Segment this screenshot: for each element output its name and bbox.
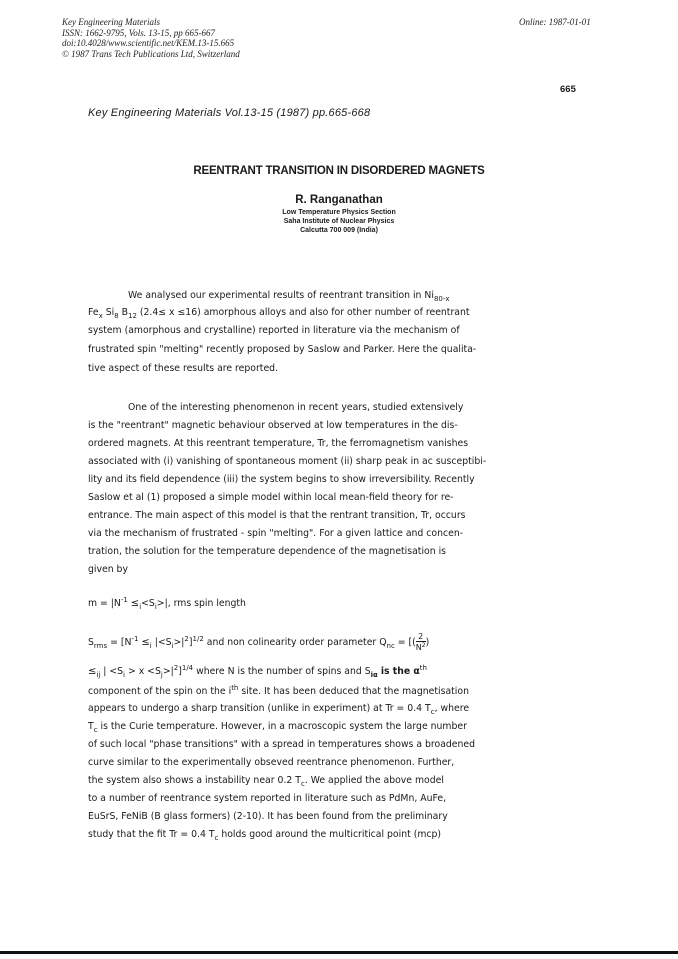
header-online-date: Online: 1987-01-01 (519, 17, 591, 27)
equation-noncolinearity: $\le_{ij}$ | $<S_i > x <S_j>|^2]^{1/4}$ where N is the number of spins and $S_{i\alpha}$ is the $\alpha^{th}$ (88, 664, 427, 679)
header-issn: ISSN: 1662-9795, Vols. 13-15, pp 665-667 (62, 27, 215, 38)
body-line: lity and its field dependence (iii) the system begins to show irreversibility. Recently (88, 474, 475, 485)
body-line: is the "reentrant" magnetic behaviour observed at low temperatures in the dis- (88, 420, 458, 431)
header-journal-name: Key Engineering Materials (62, 17, 160, 27)
body-line: Saslow et al (1) proposed a simple model within local mean-field theory for re- (88, 492, 454, 503)
body-line: EuSrS, FeNiB (B glass formers) (2-10). It has been found from the preliminary (88, 811, 448, 822)
body-line: of such local "phase transitions" with a spread in temperatures shows a broadened (88, 739, 476, 750)
body-line: curve similar to the experimentally obseved reentrance phenomenon. Further, (88, 757, 455, 768)
body-line: associated with (i) vanishing of spontaneous moment (ii) sharp peak in ac susceptibi- (88, 456, 487, 467)
paper-title: REENTRANT TRANSITION IN DISORDERED MAGNETS (193, 165, 485, 177)
body-line: $T_c$ is the Curie temperature. However, in a macroscopic system the large number (88, 721, 467, 734)
header-doi: doi:10.4028/www.scientific.net/KEM.13-15.665 (62, 38, 235, 48)
equation-magnetisation: $m = |N^{-1} \le_i<S_i>|$, rms spin length (88, 596, 246, 611)
affiliation-line: Saha Institute of Nuclear Physics (283, 218, 395, 225)
affiliation-line: Low Temperature Physics Section (282, 209, 396, 216)
abstract-line: system (amorphous and crystalline) reported in literature via the mechanism of (88, 325, 460, 336)
fraction: $\frac{2}{N^2}$ (415, 632, 426, 652)
body-line: tration, the solution for the temperature dependence of the magnetisation is (88, 546, 446, 557)
abstract-line: We analysed our experimental results of reentrant transition in $Ni_{80-x}$ (128, 290, 450, 303)
page-bottom-rule (0, 951, 678, 954)
header-copyright: © 1987 Trans Tech Publications Ltd, Switzerland (62, 48, 240, 59)
affiliation-line: Calcutta 700 009 (India) (300, 227, 378, 234)
body-line: ordered magnets. At this reentrant temperature, Tr, the ferromagnetism vanishes (88, 438, 469, 449)
page-number: 665 (560, 84, 576, 95)
abstract-line: tive aspect of these results are reported. (88, 363, 279, 374)
body-line: study that the fit Tr = 0.4 $T_c$ holds good around the multicritical point (mcp) (88, 829, 442, 842)
publication-header (62, 17, 240, 59)
abstract-line: $Fe_x$ $Si_8$ $B_{12}$ (2.4≤ x ≤16) amorphous alloys and also for other number of reentrant (88, 307, 470, 320)
body-line: entrance. The main aspect of this model is that the rentrant transition, Tr, occurs (88, 510, 466, 521)
body-line: given by (88, 564, 128, 575)
body-line: the system also shows a instability near 0.2 $T_c$. We applied the above model (88, 775, 444, 788)
body-line: to a number of reentrance system reported in literature such as PdMn, AuFe, (88, 793, 447, 804)
equation-rms-spin: $S_{rms} = [N^{-1} \le_i$ $|<S_i>|^2]^{1/2}$ and non colinearity order parameter $Q_{nc}$ = [( $\frac{2}{N^2}$ ) (88, 632, 430, 652)
journal-citation: Key Engineering Materials Vol.13-15 (1987) pp.665-668 (88, 107, 371, 119)
body-line: component of the spin on the $i^{th}$ site. It has been deduced that the magnetisation (88, 684, 469, 697)
body-line: via the mechanism of frustrated - spin "melting". For a given lattice and concen- (88, 528, 464, 539)
abstract-line: frustrated spin "melting" recently proposed by Saslow and Parker. Here the qualita- (88, 344, 477, 355)
body-line: One of the interesting phenomenon in recent years, studied extensively (128, 402, 464, 413)
body-line: appears to undergo a sharp transition (unlike in experiment) at Tr = 0.4 $T_c$, where (88, 703, 470, 716)
author-name: R. Ranganathan (295, 194, 383, 206)
